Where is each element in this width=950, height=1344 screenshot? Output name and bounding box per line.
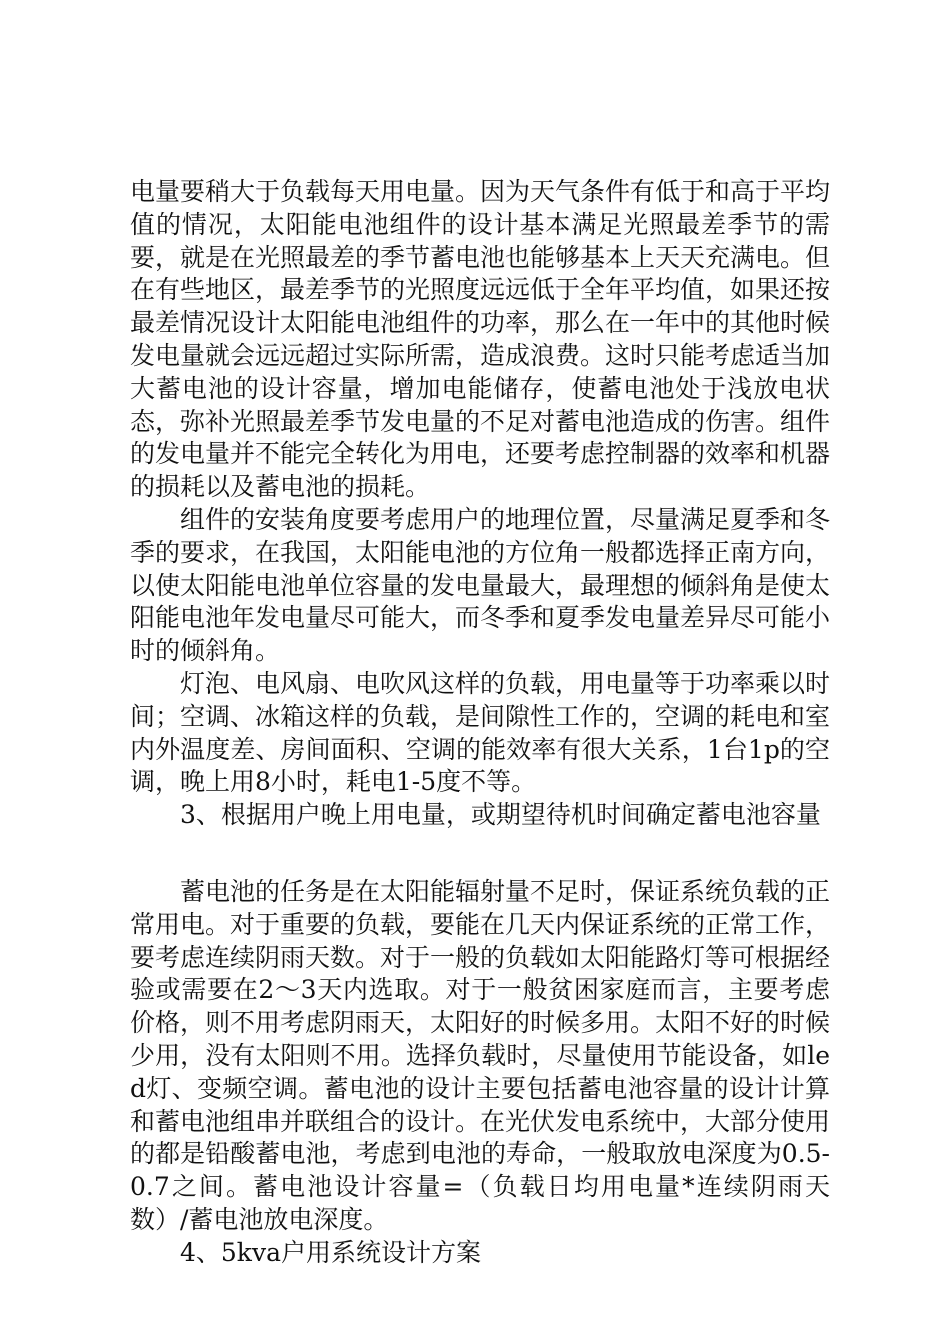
paragraph-battery-task: 蓄电池的任务是在太阳能辐射量不足时，保证系统负载的正常用电。对于重要的负载，要能在几天内保证系统的正常工作，要考虑连续阴雨天数。对于一般的负载如太阳能路灯等可根据经验或需要在2～3天内选取。对于一般贫困家庭而言，主要考虑价格，则不用考虑阴雨天，太阳好的时候多用。太阳不好的时候少用，没有太阳则不用。选择负载时，尽量使用节能设备，如led灯、变频空调。蓄电池的设计主要包括蓄电池容量的设计计算和蓄电池组串并联组合的设计。在光伏发电系统中，大部分使用的都是铅酸蓄电池，考虑到电池的寿命，一般取放电深度为0.5-0.7之间。蓄电池设计容量=（负载日均用电量*连续阴雨天数）/蓄电池放电深度。 [130,876,831,1234]
paragraph-battery-capacity-intro: 电量要稍大于负载每天用电量。因为天气条件有低于和高于平均值的情况，太阳能电池组件的设计基本满足光照最差季节的需要，就是在光照最差的季节蓄电池也能够基本上天天充满电。但在有些地区，最差季节的光照度远远低于全年平均值，如果还按最差情况设计太阳能电池组件的功率，那么在一年中的其他时候发电量就会远远超过实际所需，造成浪费。这时只能考虑适当加大蓄电池的设计容量，增加电能储存，使蓄电池处于浅放电状态，弥补光照最差季节发电量的不足对蓄电池造成的伤害。组件的发电量并不能完全转化为用电，还要考虑控制器的效率和机器的损耗以及蓄电池的损耗。 [130,177,831,502]
paragraph-load-consumption: 灯泡、电风扇、电吹风这样的负载，用电量等于功率乘以时间；空调、冰箱这样的负载，是间隙性工作的，空调的耗电和室内外温度差、房间面积、空调的能效率有很大关系，1台1p的空调，晚上用8小时，耗电1-5度不等。 [130,668,831,797]
section-heading-battery-capacity: 3、根据用户晚上用电量，或期望待机时间确定蓄电池容量 [180,800,821,830]
document-body [130,176,830,1270]
section-heading-5kva-design: 4、5kva户用系统设计方案 [180,1237,481,1267]
paragraph-installation-angle: 组件的安装角度要考虑用户的地理位置，尽量满足夏季和冬季的要求，在我国，太阳能电池的方位角一般都选择正南方向，以使太阳能电池单位容量的发电量最大，最理想的倾斜角是使太阳能电池年发电量尽可能大，而冬季和夏季发电量差异尽可能小时的倾斜角。 [130,504,831,666]
paragraph-spacer [130,832,830,876]
